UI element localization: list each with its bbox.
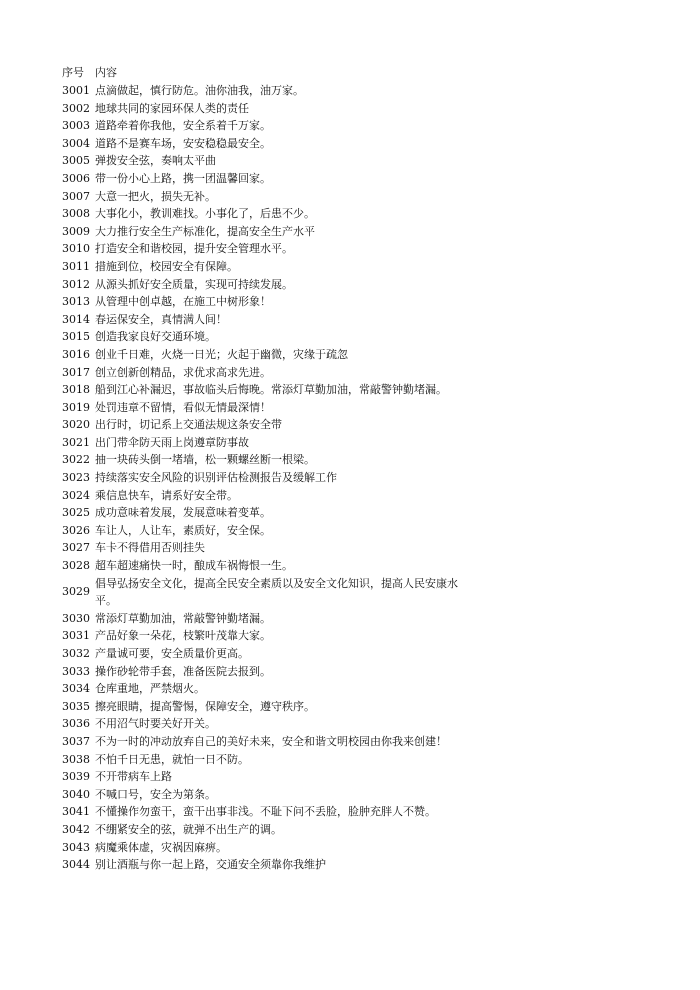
row-content: 抽一块砖头倒一堵墙，松一颗螺丝断一根梁。 xyxy=(95,453,315,467)
row-content: 带一份小心上路，携一团温馨回家。 xyxy=(95,171,271,185)
table-row xyxy=(62,627,462,645)
table-row xyxy=(62,346,462,364)
row-content: 大力推行安全生产标准化，提高安全生产水平 xyxy=(95,224,315,238)
table-row xyxy=(62,152,462,170)
row-content: 超车超速痛快一时，酿成车祸悔恨一生。 xyxy=(95,559,293,573)
row-content: 车让人，人让车，素质好，安全保。 xyxy=(95,523,271,537)
table-row xyxy=(62,240,462,258)
table-row xyxy=(62,364,462,382)
table-row xyxy=(62,522,462,540)
table-row xyxy=(62,698,462,716)
table-row xyxy=(62,381,462,399)
row-content: 不懂操作勿蛮干，蛮干出事非浅。不耻下问不丢脸，脸肿充胖人不赞。 xyxy=(95,805,436,819)
row-id: 3031 xyxy=(62,629,90,643)
table-row xyxy=(62,803,462,821)
table-row xyxy=(62,645,462,663)
table-row xyxy=(62,821,462,839)
row-id: 3008 xyxy=(62,207,90,221)
table-row xyxy=(62,276,462,294)
row-id: 3043 xyxy=(62,840,90,854)
row-content: 不开带病车上路 xyxy=(95,770,172,784)
row-content: 创业千日难，火烧一日光；火起于幽微，灾缘于疏忽 xyxy=(95,347,348,361)
table-row xyxy=(62,399,462,417)
row-content: 措施到位，校园安全有保障。 xyxy=(95,259,238,273)
table-row xyxy=(62,539,462,557)
row-content: 不为一时的冲动放弃自己的美好未来，安全和谐文明校园由你我来创建！ xyxy=(95,734,447,748)
row-id: 3014 xyxy=(62,312,90,326)
row-id: 3036 xyxy=(62,717,90,731)
row-content: 不喊口号，安全为第条。 xyxy=(95,787,216,801)
table-row xyxy=(62,751,462,769)
row-content: 产量诚可要，安全质量价更高。 xyxy=(95,647,249,660)
row-content: 乘信息快车，请系好安全带。 xyxy=(95,488,238,502)
table-body xyxy=(62,82,462,874)
row-id: 3039 xyxy=(62,770,90,784)
row-content: 出行时，切记系上交通法规这条安全带 xyxy=(95,418,282,432)
table-row xyxy=(62,328,462,346)
table-row xyxy=(62,258,462,276)
row-id: 3016 xyxy=(62,347,90,361)
row-content: 从源头抓好安全质量，实现可持续发展。 xyxy=(95,277,293,291)
table-row xyxy=(62,434,462,452)
row-content: 打造安全和谐校园，提升安全管理水平。 xyxy=(95,242,293,256)
row-content: 创立创新创精品，求优求高求先进。 xyxy=(95,365,271,379)
table-row xyxy=(62,839,462,857)
table-row xyxy=(62,487,462,505)
table-row xyxy=(62,610,462,628)
table-row xyxy=(62,557,462,575)
row-content: 产品好象一朵花，枝繁叶茂靠大家。 xyxy=(95,629,271,643)
row-id: 3029 xyxy=(62,585,90,599)
table-row xyxy=(62,786,462,804)
row-id: 3009 xyxy=(62,224,90,238)
row-id: 3021 xyxy=(62,435,90,449)
row-id: 3035 xyxy=(62,699,90,713)
row-content: 道路不是赛车场，安安稳稳最安全。 xyxy=(95,136,271,150)
row-id: 3011 xyxy=(62,259,90,273)
row-id: 3017 xyxy=(62,365,90,379)
table-row xyxy=(62,82,462,100)
table-row xyxy=(62,170,462,188)
row-id: 3037 xyxy=(62,734,90,748)
row-id: 3028 xyxy=(62,559,90,573)
row-id: 3015 xyxy=(62,330,90,344)
table-header-row xyxy=(62,64,462,82)
row-id: 3012 xyxy=(62,277,90,291)
row-id: 3007 xyxy=(62,189,90,203)
row-id: 3038 xyxy=(62,752,90,766)
table-row xyxy=(62,768,462,786)
row-content: 出门带伞防天雨上岗遵章防事故 xyxy=(95,435,249,449)
table-row xyxy=(62,575,462,610)
row-id: 3042 xyxy=(62,822,90,836)
row-id: 3006 xyxy=(62,171,90,185)
row-id: 3020 xyxy=(62,418,90,432)
table-row xyxy=(62,451,462,469)
row-content: 创造我家良好交通环境。 xyxy=(95,330,216,344)
table-row xyxy=(62,205,462,223)
row-id: 3013 xyxy=(62,295,90,309)
table-row xyxy=(62,469,462,487)
row-content: 大事化小，教训难找。小事化了，后患不少。 xyxy=(95,207,315,221)
slogan-table xyxy=(62,64,462,874)
row-id: 3023 xyxy=(62,471,90,485)
row-content: 从管理中创卓越，在施工中树形象！ xyxy=(95,295,271,309)
table-row xyxy=(62,663,462,681)
table-row xyxy=(62,100,462,118)
row-id: 3027 xyxy=(62,541,90,555)
row-id: 3034 xyxy=(62,682,90,696)
header-id: 序号 xyxy=(62,66,84,80)
document-page xyxy=(62,64,462,874)
row-content: 持续落实安全风险的识别评估检测报告及缓解工作 xyxy=(95,471,337,485)
header-content: 内容 xyxy=(95,66,117,80)
row-content: 大意一把火，损失无补。 xyxy=(95,189,216,203)
row-id: 3004 xyxy=(62,136,90,150)
row-id: 3033 xyxy=(62,664,90,678)
row-content: 船到江心补漏迟，事故临头后悔晚。常添灯草勤加油，常敲警钟勤堵漏。 xyxy=(95,383,447,397)
row-id: 3030 xyxy=(62,611,90,625)
table-row xyxy=(62,504,462,522)
table-row xyxy=(62,293,462,311)
row-id: 3019 xyxy=(62,400,90,414)
table-row xyxy=(62,135,462,153)
row-id: 3002 xyxy=(62,101,90,115)
row-content: 弹拨安全弦，奏响太平曲 xyxy=(95,154,216,168)
row-id: 3040 xyxy=(62,787,90,801)
table-row xyxy=(62,733,462,751)
row-id: 3044 xyxy=(62,858,90,872)
row-content: 倡导弘扬安全文化，提高全民安全素质以及安全文化知识，提高人民安康水平。 xyxy=(95,576,458,608)
row-id: 3005 xyxy=(62,154,90,168)
row-content: 仓库重地，严禁烟火。 xyxy=(95,682,205,696)
table-row xyxy=(62,223,462,241)
table-row xyxy=(62,117,462,135)
row-content: 点滴做起，慎行防危。油你油我，油万家。 xyxy=(95,84,304,97)
row-id: 3018 xyxy=(62,383,90,397)
row-content: 处罚违章不留情，看似无情最深情！ xyxy=(95,400,271,414)
row-id: 3003 xyxy=(62,119,90,133)
row-content: 不绷紧安全的弦，就弹不出生产的调。 xyxy=(95,822,282,836)
row-content: 操作砂轮带手套，准备医院去报到。 xyxy=(95,664,271,678)
row-content: 不用沼气时要关好开关。 xyxy=(95,717,216,731)
row-content: 春运保安全，真情满人间！ xyxy=(95,312,227,326)
row-content: 不怕千日无患，就怕一日不防。 xyxy=(95,752,249,766)
row-id: 3026 xyxy=(62,523,90,537)
row-id: 3024 xyxy=(62,488,90,502)
row-id: 3022 xyxy=(62,453,90,467)
table-row xyxy=(62,311,462,329)
table-row xyxy=(62,856,462,874)
table-row xyxy=(62,416,462,434)
row-id: 3010 xyxy=(62,242,90,256)
row-content: 道路牵着你我他，安全系着千万家。 xyxy=(95,119,271,133)
table-row xyxy=(62,680,462,698)
row-content: 车卡不得借用否则挂失 xyxy=(95,541,205,555)
row-content: 地球共同的家园环保人类的责任 xyxy=(95,101,249,115)
table-row xyxy=(62,188,462,206)
row-id: 3041 xyxy=(62,805,90,819)
row-id: 3032 xyxy=(62,647,90,660)
row-id: 3025 xyxy=(62,506,90,520)
row-content: 病魔乘体虚，灾祸因麻痹。 xyxy=(95,840,227,854)
row-content: 别让酒瓶与你一起上路，交通安全须靠你我维护 xyxy=(95,858,326,872)
table-row xyxy=(62,715,462,733)
row-content: 成功意味着发展，发展意味着变革。 xyxy=(95,506,271,520)
row-content: 擦亮眼睛，提高警惕，保障安全，遵守秩序。 xyxy=(95,699,315,713)
row-id: 3001 xyxy=(62,84,90,97)
row-content: 常添灯草勤加油，常敲警钟勤堵漏。 xyxy=(95,611,271,625)
